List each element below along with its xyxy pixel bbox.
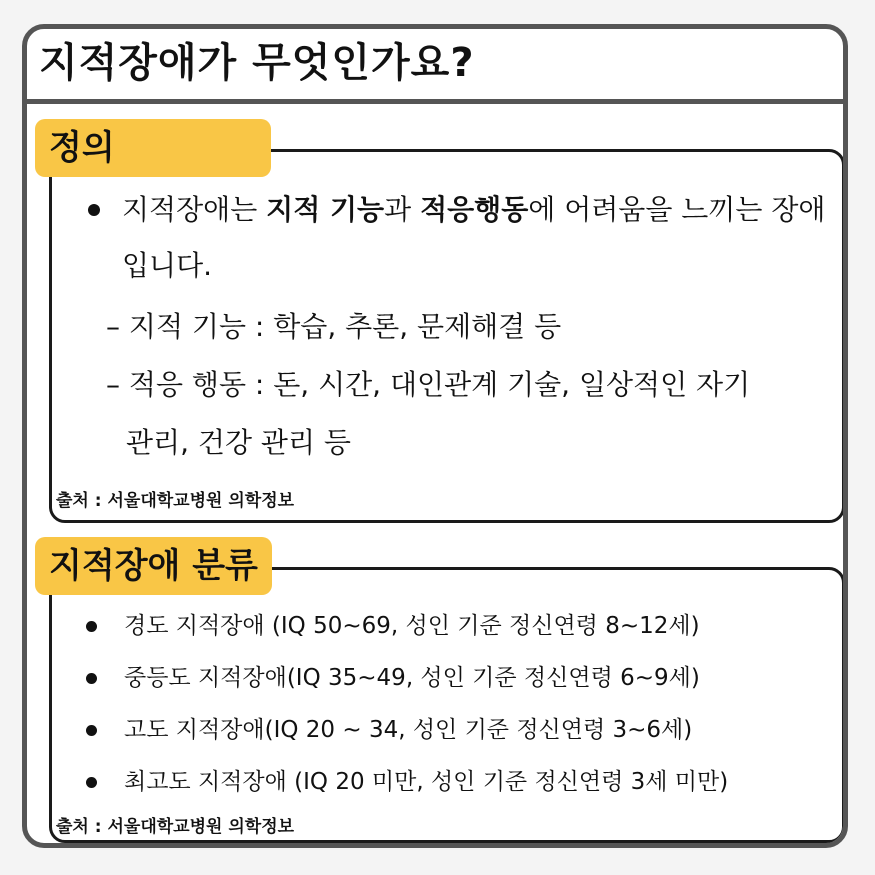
bullet-icon [86,621,97,632]
source-note: 출처 : 서울대학교병원 의학정보 [56,817,295,837]
definition-bullet [88,182,840,294]
bullet-icon [88,204,100,216]
list-item-text: 경도 지적장애 (IQ 50~69, 성인 기준 정신연령 8~12세) [124,613,700,639]
list-item [84,652,844,704]
list-item-text: 중등도 지적장애(IQ 35~49, 성인 기준 정신연령 6~9세) [124,665,700,691]
title-bar [27,29,843,104]
definition-text-part: 과 [384,193,421,226]
sub-item-adaptive-line1: – 적응 행동 : 돈, 시간, 대인관계 기술, 일상적인 자기 [106,368,751,401]
list-item-text: 최고도 지적장애 (IQ 20 미만, 성인 기준 정신연령 3세 미만) [124,769,729,795]
classification-tag: 지적장애 분류 [35,537,272,595]
sub-item-intellectual: – 지적 기능 : 학습, 추론, 문제해결 등 [106,310,562,343]
classification-list [84,600,844,808]
list-item [84,704,844,756]
list-item [84,600,844,652]
source-note: 출처 : 서울대학교병원 의학정보 [56,491,295,511]
definition-text-part: 에 어려움을 느끼는 장애 입니다. [122,193,826,282]
classification-box [49,567,845,843]
list-item [84,756,844,808]
info-card [22,24,848,848]
sub-item-adaptive-line2: 관리, 건강 관리 등 [126,426,351,459]
page-title: 지적장애가 무엇인가요? [39,40,475,86]
definition-tag: 정의 [35,119,271,177]
sub-item-adaptive [106,356,846,472]
definition-box [49,149,845,523]
definition-bold-intellectual: 지적 기능 [266,193,385,226]
bullet-icon [86,725,97,736]
definition-text-part: 지적장애는 [122,193,267,226]
bullet-icon [86,777,97,788]
list-item-text: 고도 지적장애(IQ 20 ~ 34, 성인 기준 정신연령 3~6세) [124,717,693,743]
definition-text [88,182,840,294]
definition-bold-adaptive: 적응행동 [420,193,529,226]
bullet-icon [86,673,97,684]
